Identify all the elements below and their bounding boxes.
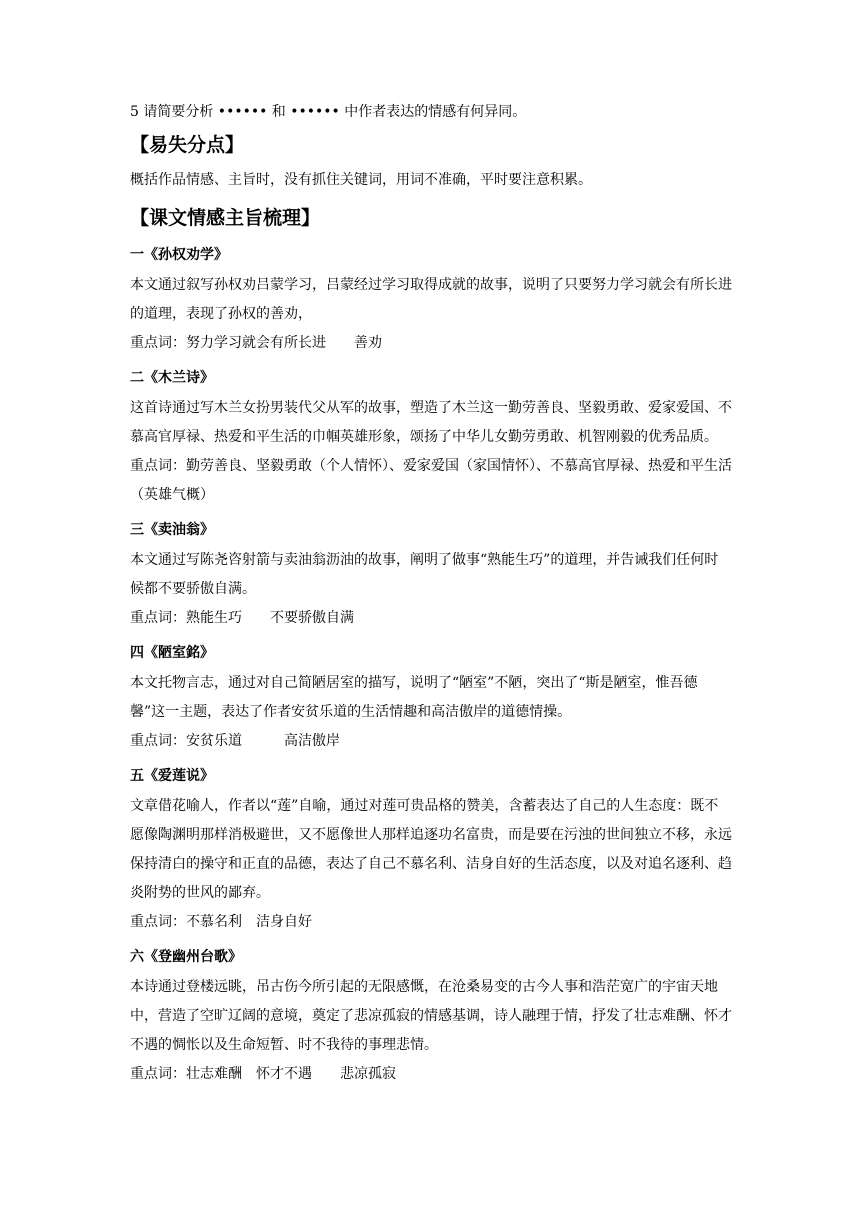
question-5: 5 请简要分析 •••••• 和 •••••• 中作者表达的情感有何异同。 [130,104,527,120]
lesson-body: 文章借花喻人，作者以“莲”自喻，通过对莲可贵品格的赞美，含蓄表达了自己的人生态度：既不愿像陶渊明那样消极避世，又不愿像世人那样追逐功名富贵，而是要在污浊的世间独立不移，永远保持清白的操守和正直的品德，表达了自己不慕名利、洁身自好的生活态度，以及对追名逐利、趋炎附势的世风的鄙弃。 [130,798,732,901]
lesson-keywords: 重点词：壮志难酬 怀才不遇 悲凉孤寂 [130,1066,396,1082]
lesson-block [130,760,732,937]
summary-heading: 【课文情感主旨梳理】 [130,207,321,229]
lesson-body: 本文通过写陈尧咨射箭与卖油翁沥油的故事，阐明了做事“熟能生巧”的道理，并告诫我们任何时候都不要骄傲自满。 [130,552,719,597]
mistakes-heading: 【易失分点】 [130,134,245,156]
lesson-keywords: 重点词：安贫乐道 高洁傲岸 [130,733,340,749]
lesson-keywords: 重点词：努力学习就会有所长进 善劝 [130,335,382,351]
lesson-block [130,362,732,510]
lesson-body: 这首诗通过写木兰女扮男装代父从军的故事，塑造了木兰这一勤劳善良、坚毅勇敢、爱家爱国、不慕高官厚禄、热爱和平生活的巾帼英雄形象，颂扬了中华儿女勤劳勇敢、机智刚毅的优秀品质。 [130,400,732,445]
page-content [130,98,732,1089]
lesson-block [130,941,732,1089]
mistakes-text: 概括作品情感、主旨时，没有抓住关键词，用词不准确，平时要注意积累。 [130,172,592,188]
lesson-title: 六《登幽州台歌》 [130,949,242,965]
lesson-title: 四《陋室銘》 [130,645,214,661]
lesson-title: 三《卖油翁》 [130,522,214,538]
lesson-keywords: 重点词：不慕名利 洁身自好 [130,914,312,930]
lesson-body: 本诗通过登楼远眺，吊古伤今所引起的无限感慨，在沧桑易变的古今人事和浩茫宽广的宇宙天地中，营造了空旷辽阔的意境，奠定了悲凉孤寂的情感基调，诗人融理于情，抒发了壮志难酬、怀才不遇的惆怅以及生命短暂、时不我待的事理悲情。 [130,979,732,1053]
lesson-title: 二《木兰诗》 [130,370,214,386]
lesson-keywords: 重点词：勤劳善良、坚毅勇敢（个人情怀）、爱家爱国（家国情怀）、不慕高官厚禄、热爱和平生活（英雄气概） [130,458,732,503]
lesson-title: 五《爱莲说》 [130,768,214,784]
lesson-body: 本文托物言志，通过对自己简陋居室的描写，说明了“陋室”不陋，突出了“斯是陋室，惟吾德馨”这一主题，表达了作者安贫乐道的生活情趣和高洁傲岸的道德情操。 [130,675,698,720]
lesson-keywords: 重点词：熟能生巧 不要骄傲自满 [130,610,354,626]
lesson-block [130,637,732,756]
lesson-block [130,239,732,358]
lesson-block [130,514,732,633]
lesson-title: 一《孙权劝学》 [130,247,228,263]
lesson-body: 本文通过叙写孙权劝吕蒙学习，吕蒙经过学习取得成就的故事，说明了只要努力学习就会有所长进的道理，表现了孙权的善劝， [130,277,732,322]
